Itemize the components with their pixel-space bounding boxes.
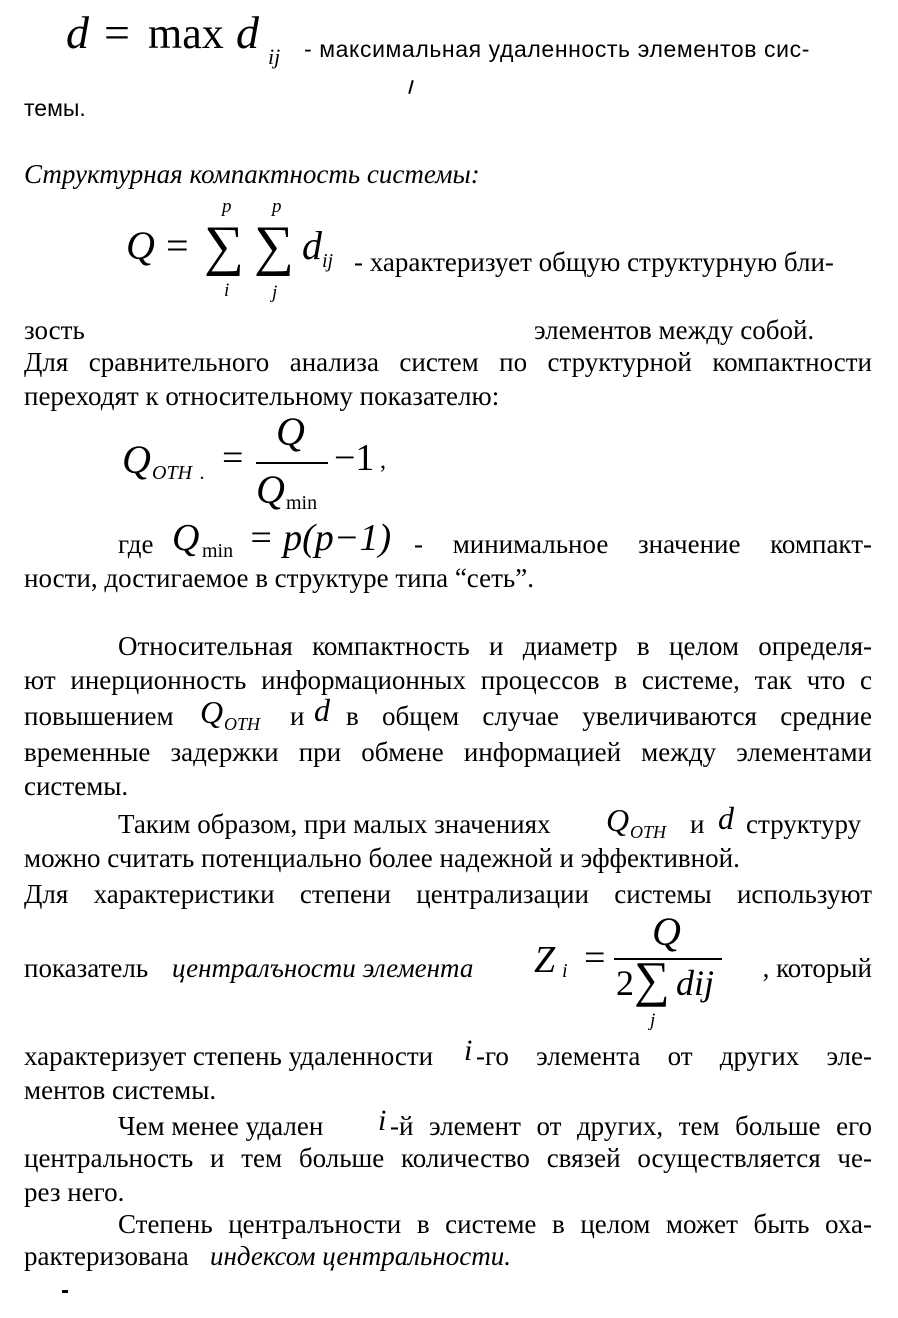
para-degree-line2-italic: индексом центральности. <box>210 1241 511 1271</box>
para-thus-line2: можно считать потенциально более надежной и эффективной. <box>24 843 740 873</box>
formula-Q-var: d <box>302 223 322 268</box>
para-central-line2-italic: централъности элемента <box>172 953 474 983</box>
formula-d-description: - максимальная удаленность элементов сис- <box>304 36 810 62</box>
para-relative-line1: Относительная компактность и диаметр в целом определя- <box>118 631 872 661</box>
scan-speck <box>62 1290 68 1293</box>
formula-Z-den-sub: j <box>650 1010 656 1031</box>
para-relative-line3-c: в общем случае увеличиваются средние <box>346 701 872 731</box>
formula-Q-sub: ij <box>322 250 334 272</box>
sigma-icon: ∑ <box>254 215 294 277</box>
formula-Qotn-rest: −1 <box>334 437 375 479</box>
formula-Q-sum2-top: p <box>272 196 282 217</box>
formula-Q-eq: = <box>166 223 189 268</box>
formula-Z-den-var: dij <box>676 963 715 1003</box>
para-relative-line5: системы. <box>24 771 129 801</box>
para-relative-Q: Q <box>200 694 224 730</box>
text-tems: темы. <box>24 95 86 121</box>
para-relative-line3-b: и <box>290 701 305 731</box>
formula-Qotn-eq: = <box>222 437 244 479</box>
para-relative-line4: временные задержки при обмене информацией между элементами <box>24 737 872 767</box>
para-compare-line2: переходят к относительному показателю: <box>24 381 500 411</box>
formula-Qotn-lhs-sub: OTH <box>152 462 193 484</box>
para-compare-line1: Для сравнительного анализа систем по структурной компактности <box>24 347 872 377</box>
para-less-line1-b: -й элемент от других, тем больше его <box>390 1111 872 1141</box>
fraction-bar <box>256 462 328 464</box>
formula-Qotn-den-sub: min <box>286 492 318 514</box>
formula-Z-eq: = <box>584 937 606 979</box>
where-expr: = p(p−1) <box>248 517 392 559</box>
formula-Q-description: - характеризует общую структурную бли- <box>354 247 834 277</box>
formula-d-eq: = <box>104 7 130 58</box>
formula-Q-sum2-bottom: j <box>272 282 278 303</box>
para-less-i: i <box>378 1104 387 1137</box>
formula-Qotn-dot: . <box>200 462 205 484</box>
para-thus-line1-a: Таким образом, при малых значениях <box>118 809 551 839</box>
para-less-line3: рез него. <box>24 1177 125 1207</box>
para-thus-line1-c: структуру <box>746 809 862 839</box>
formula-Z-den-2: 2 <box>616 963 634 1003</box>
formula-Qotn-lhs: Q <box>122 437 151 482</box>
sigma-icon: ∑ <box>634 951 670 1007</box>
formula-Q-sum1-top: p <box>222 196 232 217</box>
formula-Qotn-den: Q <box>256 467 285 512</box>
text-zost-left: зость <box>24 315 85 345</box>
where-lead: где <box>118 529 154 559</box>
formula-Z-sub: i <box>562 960 568 982</box>
para-central-line2-a: показатель <box>24 953 149 983</box>
text-net: ности, достигаемое в структуре типа “сеть”. <box>24 563 534 593</box>
scan-speck <box>408 80 414 94</box>
formula-d-var: d <box>236 7 259 58</box>
where-Q: Q <box>172 517 200 559</box>
para-degree-line2-a: рактеризована <box>24 1241 189 1271</box>
formula-Qotn-num: Q <box>276 409 305 454</box>
para-relative-Q-sub: OTH <box>224 714 261 734</box>
formula-Z: Z <box>534 939 556 981</box>
formula-d-sub: ij <box>268 44 281 69</box>
para-less-line1-a: Чем менее удален <box>118 1111 324 1141</box>
para-central-line4: ментов системы. <box>24 1075 217 1105</box>
para-less-line2: центральность и тем больше количество связей осуществляется че- <box>24 1143 872 1173</box>
formula-Qotn-comma: , <box>380 448 386 474</box>
para-thus-Q: Q <box>606 802 630 838</box>
formula-d-max: max <box>148 9 224 58</box>
para-central-line3-a: характеризует степень удаленности <box>24 1041 434 1071</box>
sigma-icon: ∑ <box>204 215 244 277</box>
para-central-line2-b: , который <box>762 953 872 983</box>
para-thus-d: d <box>718 800 734 836</box>
text-zost-right: элементов между собой. <box>534 315 815 345</box>
formula-Q-lhs: Q <box>126 223 155 268</box>
para-central-i: i <box>464 1034 473 1067</box>
para-thus-Q-sub: OTH <box>630 822 667 842</box>
formula-d-lhs: d <box>66 7 89 58</box>
para-degree-line1: Степень централъности в системе в целом может быть оха- <box>118 1209 872 1239</box>
para-relative-d: d <box>314 692 330 728</box>
heading-structural-compactness: Структурная компактность системы: <box>24 159 480 189</box>
para-central-line3-b: -го элемента от других эле- <box>476 1041 872 1071</box>
para-central-line1: Для характеристики степени централизации системы используют <box>24 879 872 909</box>
para-thus-line1-b: и <box>690 809 705 839</box>
where-description: - минимальное значение компакт- <box>414 529 872 559</box>
formula-Q-sum1-bottom: i <box>224 280 230 301</box>
where-Q-sub: min <box>202 540 234 562</box>
para-relative-line3-a: повышением <box>24 701 174 731</box>
formula-Z-num: Q <box>652 909 681 954</box>
para-relative-line2: ют инерционность информационных процессов в системе, так что с <box>24 665 872 695</box>
